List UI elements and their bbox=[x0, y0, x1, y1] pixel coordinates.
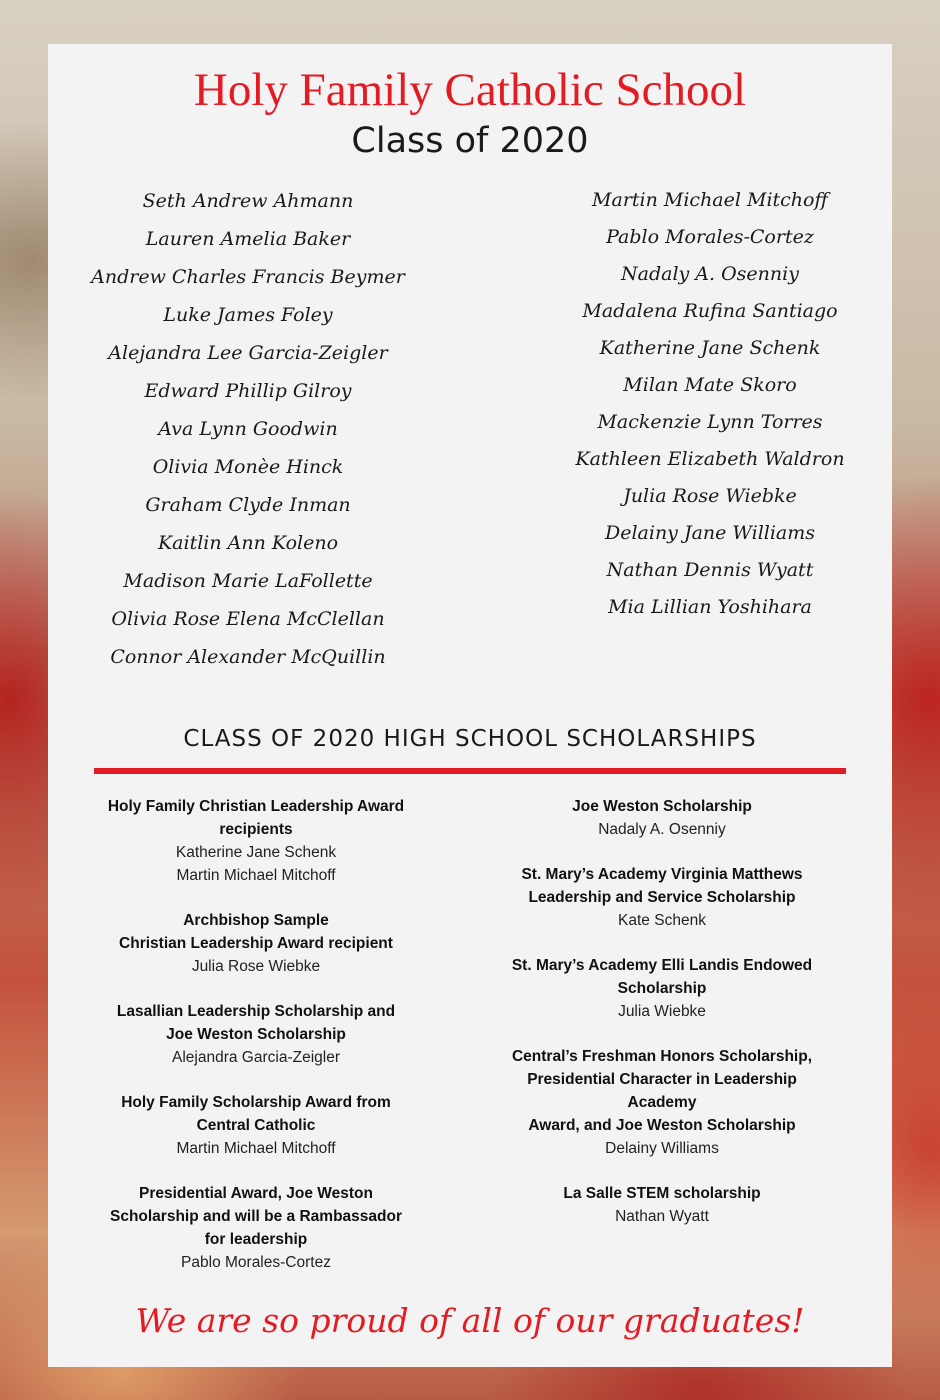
graduate-list-left bbox=[48, 182, 448, 676]
scholarship-title-line: Leadership and Service Scholarship bbox=[528, 889, 796, 906]
scholarship-title-line: Holy Family Scholarship Award from bbox=[121, 1094, 391, 1111]
graduate-name: Mia Lillian Yoshihara bbox=[608, 596, 812, 618]
class-title: Class of 2020 bbox=[351, 121, 589, 161]
graduate-name: Olivia Monèe Hinck bbox=[152, 456, 344, 478]
graduate-name: Olivia Rose Elena McClellan bbox=[111, 608, 385, 630]
graduate-name: Kaitlin Ann Koleno bbox=[157, 532, 339, 554]
scholarship-award bbox=[492, 1045, 832, 1160]
graduate-name: Andrew Charles Francis Beymer bbox=[91, 266, 405, 288]
scholarship-recipient: Nathan Wyatt bbox=[615, 1208, 709, 1225]
scholarship-recipient: Martin Michael Mitchoff bbox=[176, 1140, 336, 1157]
scholarship-title-line: Christian Leadership Award recipient bbox=[119, 935, 393, 952]
scholarship-title-line: Award, and Joe Weston Scholarship bbox=[528, 1117, 796, 1134]
scholarship-title-line: Archbishop Sample bbox=[183, 912, 329, 929]
graduate-list-right bbox=[510, 182, 910, 626]
graduate-name: Delainy Jane Williams bbox=[604, 522, 816, 544]
graduate-name: Madalena Rufina Santiago bbox=[582, 300, 838, 322]
graduate-name: Ava Lynn Goodwin bbox=[158, 418, 338, 440]
scholarship-award bbox=[492, 1182, 832, 1228]
graduate-name: Alejandra Lee Garcia-Zeigler bbox=[108, 342, 388, 364]
scholarship-award bbox=[492, 954, 832, 1023]
scholarship-award bbox=[492, 795, 832, 841]
scholarships-heading: CLASS OF 2020 HIGH SCHOOL SCHOLARSHIPS bbox=[183, 726, 757, 752]
scholarship-title bbox=[86, 1000, 426, 1046]
graduate-name: Milan Mate Skoro bbox=[623, 374, 797, 396]
scholarship-title bbox=[492, 1045, 832, 1137]
scholarship-title-line: Joe Weston Scholarship bbox=[166, 1026, 346, 1043]
graduate-name: Mackenzie Lynn Torres bbox=[597, 411, 823, 433]
school-name-title: Holy Family Catholic School bbox=[193, 64, 747, 116]
scholarship-title bbox=[492, 863, 832, 909]
scholarship-title-line: St. Mary’s Academy Virginia Matthews bbox=[521, 866, 803, 883]
scholarship-list-right bbox=[492, 795, 832, 1250]
scholarship-award bbox=[86, 909, 426, 978]
scholarship-award bbox=[86, 1182, 426, 1274]
scholarship-title bbox=[492, 795, 832, 818]
scholarship-recipient: Martin Michael Mitchoff bbox=[176, 867, 336, 884]
graduate-name: Kathleen Elizabeth Waldron bbox=[575, 448, 845, 470]
scholarship-award bbox=[492, 863, 832, 932]
graduate-name: Nathan Dennis Wyatt bbox=[606, 559, 814, 581]
scholarship-recipient: Delainy Williams bbox=[605, 1140, 719, 1157]
graduate-name: Edward Phillip Gilroy bbox=[144, 380, 352, 402]
graduate-name: Connor Alexander McQuillin bbox=[110, 646, 386, 668]
scholarship-title bbox=[86, 795, 426, 841]
scholarship-award bbox=[86, 1000, 426, 1069]
scholarship-recipient: Katherine Jane Schenk bbox=[175, 844, 337, 861]
scholarship-recipient: Nadaly A. Osenniy bbox=[598, 821, 726, 838]
scholarship-recipient: Julia Rose Wiebke bbox=[191, 958, 321, 975]
scholarship-recipient: Julia Wiebke bbox=[618, 1003, 706, 1020]
scholarship-title-line: Lasallian Leadership Scholarship and bbox=[116, 1003, 396, 1020]
scholarship-recipient: Alejandra Garcia-Zeigler bbox=[172, 1049, 340, 1066]
graduate-name: Nadaly A. Osenniy bbox=[621, 263, 799, 285]
scholarship-title bbox=[86, 1182, 426, 1251]
scholarship-award bbox=[86, 1091, 426, 1160]
scholarship-title-line: Presidential Character in Leadership Academy bbox=[527, 1071, 797, 1111]
graduate-name: Madison Marie LaFollette bbox=[123, 570, 373, 592]
graduate-name: Graham Clyde Inman bbox=[145, 494, 351, 516]
graduate-name: Katherine Jane Schenk bbox=[599, 337, 821, 359]
scholarship-title-line: St. Mary’s Academy Elli Landis Endowed bbox=[511, 957, 813, 974]
scholarship-award bbox=[86, 795, 426, 887]
scholarship-title bbox=[86, 909, 426, 955]
scholarship-title-line: Presidential Award, Joe Weston bbox=[138, 1185, 373, 1202]
scholarship-title-line: Scholarship bbox=[617, 980, 707, 997]
graduate-name: Martin Michael Mitchoff bbox=[592, 189, 828, 211]
graduate-name: Luke James Foley bbox=[163, 304, 333, 326]
scholarship-title bbox=[492, 1182, 832, 1205]
scholarship-title-line: Scholarship and will be a Rambassador bbox=[109, 1208, 402, 1225]
scholarship-title bbox=[492, 954, 832, 1000]
graduate-name: Seth Andrew Ahmann bbox=[142, 190, 354, 212]
scholarship-recipient: Pablo Morales-Cortez bbox=[181, 1254, 331, 1271]
scholarship-title-line: Central Catholic bbox=[196, 1117, 316, 1134]
graduate-name: Lauren Amelia Baker bbox=[145, 228, 351, 250]
closing-message: We are so proud of all of our graduates! bbox=[135, 1301, 805, 1340]
scholarship-title-line: Central’s Freshman Honors Scholarship, bbox=[511, 1048, 813, 1065]
scholarship-title-line: Joe Weston Scholarship bbox=[572, 798, 752, 815]
scholarship-title-line: Holy Family Christian Leadership Award bbox=[107, 798, 405, 815]
scholarship-title-line: for leadership bbox=[204, 1231, 308, 1248]
graduate-name: Pablo Morales-Cortez bbox=[606, 226, 814, 248]
red-divider bbox=[94, 768, 846, 774]
scholarship-recipient: Kate Schenk bbox=[618, 912, 706, 929]
scholarship-title-line: recipients bbox=[219, 821, 293, 838]
scholarship-title-line: La Salle STEM scholarship bbox=[563, 1185, 761, 1202]
graduate-name: Julia Rose Wiebke bbox=[623, 485, 797, 507]
scholarship-list-left bbox=[86, 795, 426, 1296]
scholarship-title bbox=[86, 1091, 426, 1137]
